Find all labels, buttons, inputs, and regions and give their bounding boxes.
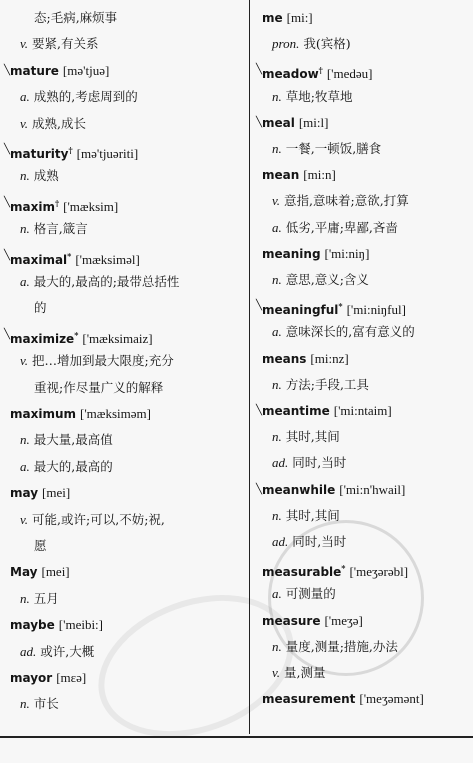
sense-line <box>272 32 351 56</box>
frequency-mark: * <box>67 250 72 261</box>
definition: 或许,大概 <box>40 643 95 659</box>
headword: measurement <box>262 692 356 707</box>
phonetic: ['meibi:] <box>58 617 103 633</box>
headword: meaningful <box>262 303 339 318</box>
part-of-speech: v. <box>272 193 281 209</box>
definition: 量度,测量;措施,办法 <box>285 638 398 654</box>
definition: 同时,当时 <box>292 534 347 549</box>
part-of-speech: v. <box>20 115 29 131</box>
dictionary-entry <box>256 294 406 318</box>
part-of-speech: n. <box>272 272 282 287</box>
entry-marker: ╲ <box>4 328 11 340</box>
bottom-rule <box>0 736 473 738</box>
entry-marker: ╲ <box>4 196 11 208</box>
headword: meantime <box>262 404 330 418</box>
phonetic: ['meʒərəbl] <box>349 564 409 580</box>
part-of-speech: a. <box>20 458 30 474</box>
dictionary-entry <box>4 138 139 162</box>
dictionary-entry <box>262 163 336 187</box>
sense-line <box>272 85 352 109</box>
definition: 我(宾格) <box>303 36 351 52</box>
definition: 重视;作尽量广义的解释 <box>34 379 164 395</box>
phonetic: [mɛə] <box>56 670 87 685</box>
part-of-speech: a. <box>272 219 282 235</box>
sense-line <box>20 85 138 109</box>
dictionary-entry <box>262 687 424 711</box>
definition: 格言,箴言 <box>33 221 88 237</box>
sense-line <box>20 112 86 136</box>
frequency-mark: * <box>74 329 79 340</box>
phonetic: [mi:n] <box>303 167 336 183</box>
part-of-speech: v. <box>272 665 281 680</box>
headword: mayor <box>10 671 53 685</box>
dictionary-entry <box>10 560 70 584</box>
headword: mean <box>262 168 300 183</box>
headword: means <box>262 351 307 366</box>
dictionary-entry <box>256 478 406 502</box>
part-of-speech: n. <box>272 507 282 523</box>
phonetic: [mi:l] <box>298 114 329 130</box>
definition: 低劣,平庸;卑鄙,吝啬 <box>285 219 398 235</box>
headword: maxim <box>10 199 55 214</box>
phonetic: ['mæksiməm] <box>80 406 151 421</box>
entry-marker: ╲ <box>256 64 263 76</box>
phonetic: ['mi:niŋ] <box>324 245 370 261</box>
sense-line <box>272 137 381 161</box>
dictionary-entry <box>10 481 70 505</box>
definition: 的 <box>34 300 47 316</box>
sense-line <box>20 164 59 188</box>
column-divider <box>249 0 250 734</box>
part-of-speech: ad. <box>272 534 289 549</box>
dictionary-entry <box>10 666 86 690</box>
sense-line <box>272 373 369 397</box>
part-of-speech: a. <box>272 586 282 602</box>
definition: 成熟 <box>33 168 59 184</box>
part-of-speech: ad. <box>20 643 37 659</box>
part-of-speech: a. <box>20 274 30 289</box>
definition: 方法;手段,工具 <box>285 376 369 392</box>
part-of-speech: ad. <box>272 455 289 471</box>
part-of-speech: v. <box>20 353 29 369</box>
headword: May <box>10 565 38 580</box>
sense-line <box>272 504 340 528</box>
headword: measurable <box>262 565 342 580</box>
part-of-speech: n. <box>20 168 30 184</box>
sense-line <box>272 451 346 475</box>
definition: 意指,意味着;意欲,打算 <box>284 193 409 209</box>
definition: 态;毛病,麻烦事 <box>34 10 118 25</box>
headword: maturity <box>10 147 69 162</box>
sense-line <box>272 635 398 659</box>
continuation-line <box>34 534 47 558</box>
definition: 要紧,有关系 <box>32 36 99 52</box>
frequency-mark: † <box>54 197 60 208</box>
phonetic: ['meʒəmənt] <box>359 691 424 707</box>
part-of-speech: a. <box>272 324 282 340</box>
part-of-speech: n. <box>272 88 282 104</box>
sense-line <box>272 189 409 213</box>
dictionary-entry <box>4 244 140 268</box>
entry-marker: ╲ <box>256 300 263 312</box>
headword: measure <box>262 613 321 628</box>
dictionary-entry <box>262 242 369 266</box>
headword: meadow <box>262 67 319 82</box>
definition: 把…增加到最大限度;充分 <box>32 353 174 369</box>
definition: 成熟,成长 <box>32 115 87 131</box>
headword: mature <box>10 63 59 78</box>
frequency-mark: † <box>318 65 323 76</box>
headword: me <box>262 11 283 25</box>
definition: 草地;牧草地 <box>285 88 353 104</box>
sense-line <box>272 530 346 554</box>
entry-marker: ╲ <box>256 116 263 128</box>
phonetic: ['mi:niŋful] <box>346 302 406 318</box>
definition: 愿 <box>34 538 47 553</box>
sense-line <box>20 508 165 532</box>
sense-line <box>272 582 336 606</box>
dictionary-entry <box>262 6 313 30</box>
dictionary-entry <box>262 347 349 371</box>
sense-line <box>20 692 59 716</box>
phonetic: ['meʒə] <box>324 612 363 628</box>
definition: 其时,其间 <box>285 507 340 523</box>
part-of-speech: v. <box>20 511 29 527</box>
definition: 五月 <box>33 590 59 606</box>
dictionary-entry <box>10 402 151 426</box>
headword: meal <box>262 115 295 130</box>
part-of-speech: n. <box>272 376 282 392</box>
frequency-mark: † <box>68 145 73 155</box>
sense-line <box>20 349 174 373</box>
dictionary-entry <box>10 613 103 637</box>
sense-line <box>272 320 415 344</box>
dictionary-entry <box>262 556 408 580</box>
phonetic: [mə'tjuəriti] <box>76 146 139 162</box>
phonetic: ['mi:ntaim] <box>333 403 392 418</box>
phonetic: [mi:nz] <box>310 350 349 366</box>
continuation-line <box>34 296 47 320</box>
part-of-speech: n. <box>272 141 282 156</box>
continuation-line <box>34 376 163 400</box>
definition: 同时,当时 <box>292 455 347 471</box>
definition: 成熟的,考虑周到的 <box>33 89 138 105</box>
phonetic: [mei] <box>42 485 71 501</box>
headword: may <box>10 486 39 501</box>
headword: maximum <box>10 407 77 421</box>
part-of-speech: n. <box>272 638 282 654</box>
sense-line <box>20 270 179 294</box>
sense-line <box>20 428 113 452</box>
frequency-mark: * <box>341 563 346 574</box>
definition: 可能,或许;可以,不妨;祝, <box>32 511 165 527</box>
phonetic: ['mæksim] <box>63 198 119 214</box>
part-of-speech: n. <box>20 432 30 448</box>
phonetic: ['mæksimaiz] <box>82 330 153 346</box>
sense-line <box>20 32 99 56</box>
phonetic: ['mæksiməl] <box>75 251 140 267</box>
dictionary-entry <box>4 323 153 347</box>
continuation-line <box>34 6 117 30</box>
sense-line <box>272 661 326 685</box>
entry-marker: ╲ <box>4 249 11 261</box>
entry-marker: ╲ <box>4 64 11 76</box>
part-of-speech: n. <box>20 221 30 237</box>
entry-marker: ╲ <box>256 483 263 495</box>
headword: maybe <box>10 618 55 633</box>
sense-line <box>20 640 94 664</box>
phonetic: ['mi:n'hwail] <box>339 481 406 497</box>
definition: 量,测量 <box>284 665 326 680</box>
part-of-speech: n. <box>272 429 282 445</box>
entry-marker: ╲ <box>256 405 263 416</box>
definition: 最大量,最高值 <box>33 432 113 448</box>
sense-line <box>272 216 398 240</box>
definition: 市长 <box>33 696 59 712</box>
definition: 最大的,最高的 <box>33 458 113 474</box>
sense-line <box>20 455 113 479</box>
sense-line <box>272 425 340 449</box>
definition: 意思,意义;含义 <box>285 272 369 287</box>
dictionary-entry <box>256 111 329 135</box>
part-of-speech: v. <box>20 36 29 52</box>
phonetic: ['medəu] <box>326 66 373 82</box>
phonetic: [mei] <box>41 564 70 580</box>
sense-line <box>272 268 369 292</box>
part-of-speech: a. <box>20 89 30 105</box>
sense-line <box>20 587 59 611</box>
headword: meanwhile <box>262 482 336 497</box>
phonetic: [mi:] <box>286 10 313 25</box>
dictionary-entry <box>256 399 392 423</box>
part-of-speech: pron. <box>272 36 300 52</box>
headword: maximal <box>10 252 68 267</box>
definition: 一餐,一顿饭,膳食 <box>285 141 382 156</box>
part-of-speech: n. <box>20 590 30 606</box>
dictionary-entry <box>262 609 363 633</box>
dictionary-entry <box>4 191 119 215</box>
definition: 可测量的 <box>285 586 336 602</box>
sense-line <box>20 217 88 241</box>
headword: meaning <box>262 246 321 261</box>
dictionary-entry <box>256 58 373 82</box>
phonetic: [mə'tjuə] <box>62 62 110 78</box>
frequency-mark: * <box>338 301 343 312</box>
dictionary-entry <box>4 59 110 83</box>
definition: 其时,其间 <box>285 429 340 445</box>
entry-marker: ╲ <box>4 144 11 155</box>
definition: 最大的,最高的;最带总括性 <box>33 274 180 289</box>
headword: maximize <box>10 331 75 346</box>
part-of-speech: n. <box>20 696 30 712</box>
definition: 意味深长的,富有意义的 <box>285 324 415 340</box>
